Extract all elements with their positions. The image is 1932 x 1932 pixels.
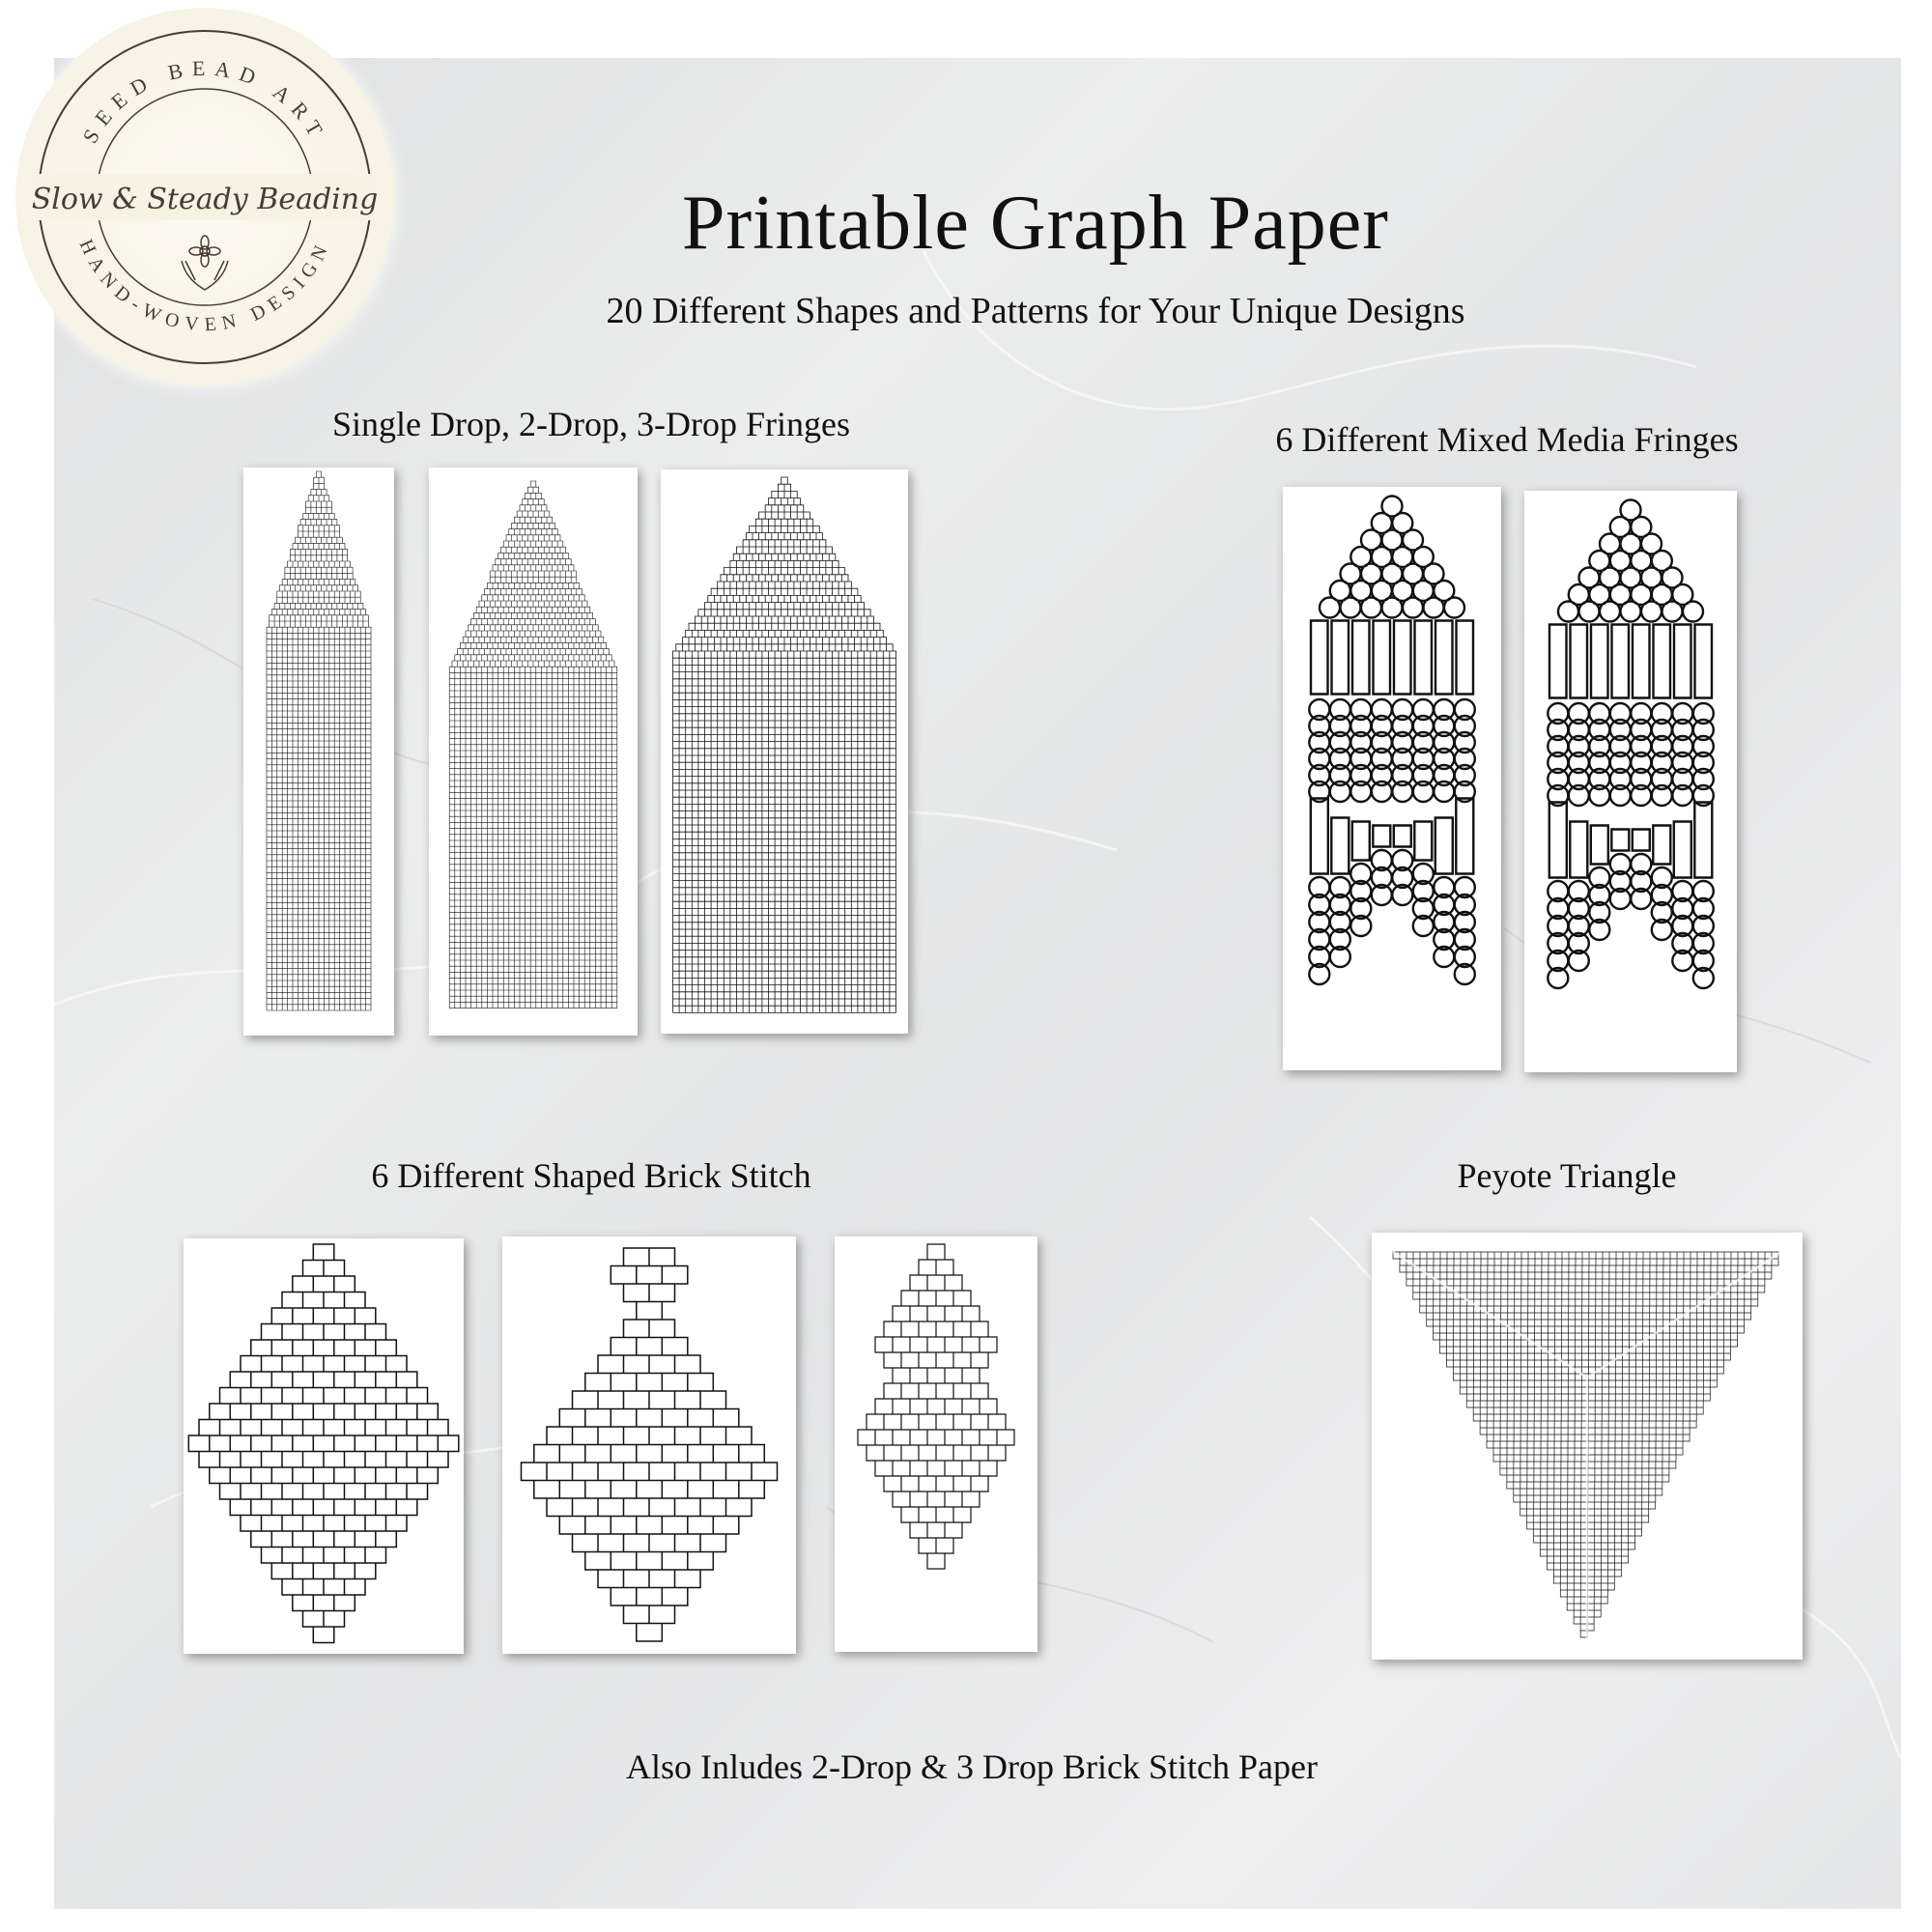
logo-seal-graphic [15, 8, 394, 386]
brand-logo [15, 8, 394, 386]
mixed-media-beads [1309, 497, 1475, 985]
brick-stitch-beads [858, 1244, 1014, 1569]
mixed-media-beads [1548, 500, 1714, 989]
fringe-sheet-3-drop [661, 469, 908, 1034]
peyote-triangle-sheet [1372, 1233, 1803, 1660]
brick-stitch-sheet-diamond [184, 1238, 464, 1654]
section-label-fringes: Single Drop, 2-Drop, 3-Drop Fringes [332, 405, 850, 443]
brick-stitch-double-diamond [835, 1236, 1037, 1652]
brick-stitch-beads [188, 1244, 459, 1643]
fringe-grid-lines [267, 471, 371, 1010]
fringe-grid-2-drop [429, 468, 638, 1036]
fringe-grid-3-drop [661, 469, 908, 1034]
fringe-sheet-2-drop [429, 468, 638, 1036]
brick-stitch-sheet-ornament [502, 1236, 796, 1654]
logo-script-text: Slow & Steady Beading [31, 183, 379, 216]
brick-stitch-sheet-double-diamond [835, 1236, 1037, 1652]
section-label-peyote: Peyote Triangle [1457, 1156, 1677, 1195]
brick-stitch-ornament [502, 1236, 796, 1654]
mixed-media-sheet-1 [1283, 487, 1501, 1070]
fringe-grid-lines [673, 477, 896, 1012]
svg-text:HAND-WOVEN DESIGN [75, 237, 335, 336]
page-title: Printable Graph Paper [682, 181, 1389, 266]
section-label-mixed-media: 6 Different Mixed Media Fringes [1275, 420, 1739, 459]
footnote-text: Also Inludes 2-Drop & 3 Drop Brick Stitch Paper [626, 1747, 1318, 1786]
svg-text:SEED BEAD ART [77, 56, 331, 148]
peyote-triangle-dividers [1393, 1252, 1781, 1644]
peyote-triangle-grid [1372, 1233, 1803, 1660]
mixed-media-sheet-2 [1524, 491, 1737, 1072]
peyote-triangle-beads [1393, 1252, 1778, 1637]
section-label-brick-stitch: 6 Different Shaped Brick Stitch [371, 1156, 811, 1195]
mixed-media-pattern-2 [1524, 491, 1737, 1072]
fringe-sheet-single-drop [243, 468, 394, 1036]
fringe-grid-single-drop [243, 468, 394, 1036]
page-subtitle: 20 Different Shapes and Patterns for Your Unique Designs [606, 291, 1465, 331]
fringe-grid-lines [449, 481, 617, 1009]
logo-top-text: SEED BEAD ART [77, 55, 332, 148]
flower-hands-icon [182, 236, 228, 290]
mixed-media-pattern-1 [1283, 487, 1501, 1070]
brick-stitch-beads [522, 1248, 778, 1641]
logo-bottom-text: HAND-WOVEN DESIGN [74, 236, 335, 336]
brick-stitch-diamond [184, 1238, 464, 1654]
